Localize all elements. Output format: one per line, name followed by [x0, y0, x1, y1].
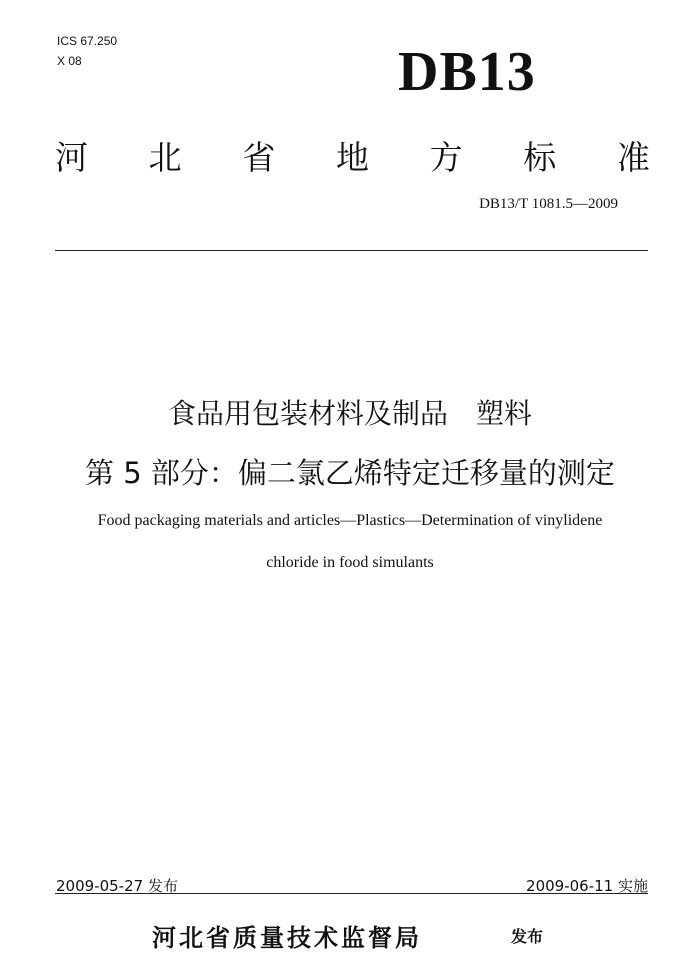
bottom-divider — [55, 893, 648, 894]
title-cn-line1: 食品用包装材料及制品 塑料 — [167, 397, 532, 430]
top-divider — [55, 250, 648, 251]
title-en-line2: chloride in food simulants — [266, 554, 434, 571]
standard-type-banner — [55, 132, 650, 179]
title-en-line1: Food packaging materials and articles—Plastics—Determination of vinylidene — [97, 512, 603, 529]
standard-logo: DB13 — [398, 41, 536, 103]
banner-char: 地 — [335, 138, 369, 177]
issuing-authority: 河北省质量技术监督局 — [152, 924, 422, 952]
title-cn-line2: 第 5 部分：偏二氯乙烯特定迁移量的测定 — [85, 456, 615, 490]
banner-char: 河 — [55, 138, 88, 177]
banner-char: 省 — [242, 138, 276, 177]
banner-char: 标 — [523, 138, 557, 177]
issue-date: 2009-05-27 发布 — [56, 877, 178, 895]
banner-char: 北 — [148, 138, 182, 177]
banner-char: 方 — [429, 138, 463, 177]
ccs-code: X 08 — [57, 54, 82, 68]
banner-char: 准 — [616, 138, 650, 177]
ics-code: ICS 67.250 — [57, 34, 118, 48]
standard-number: DB13/T 1081.5—2009 — [479, 196, 618, 212]
issue-label: 发布 — [511, 927, 544, 946]
implementation-date: 2009-06-11 实施 — [526, 877, 648, 895]
